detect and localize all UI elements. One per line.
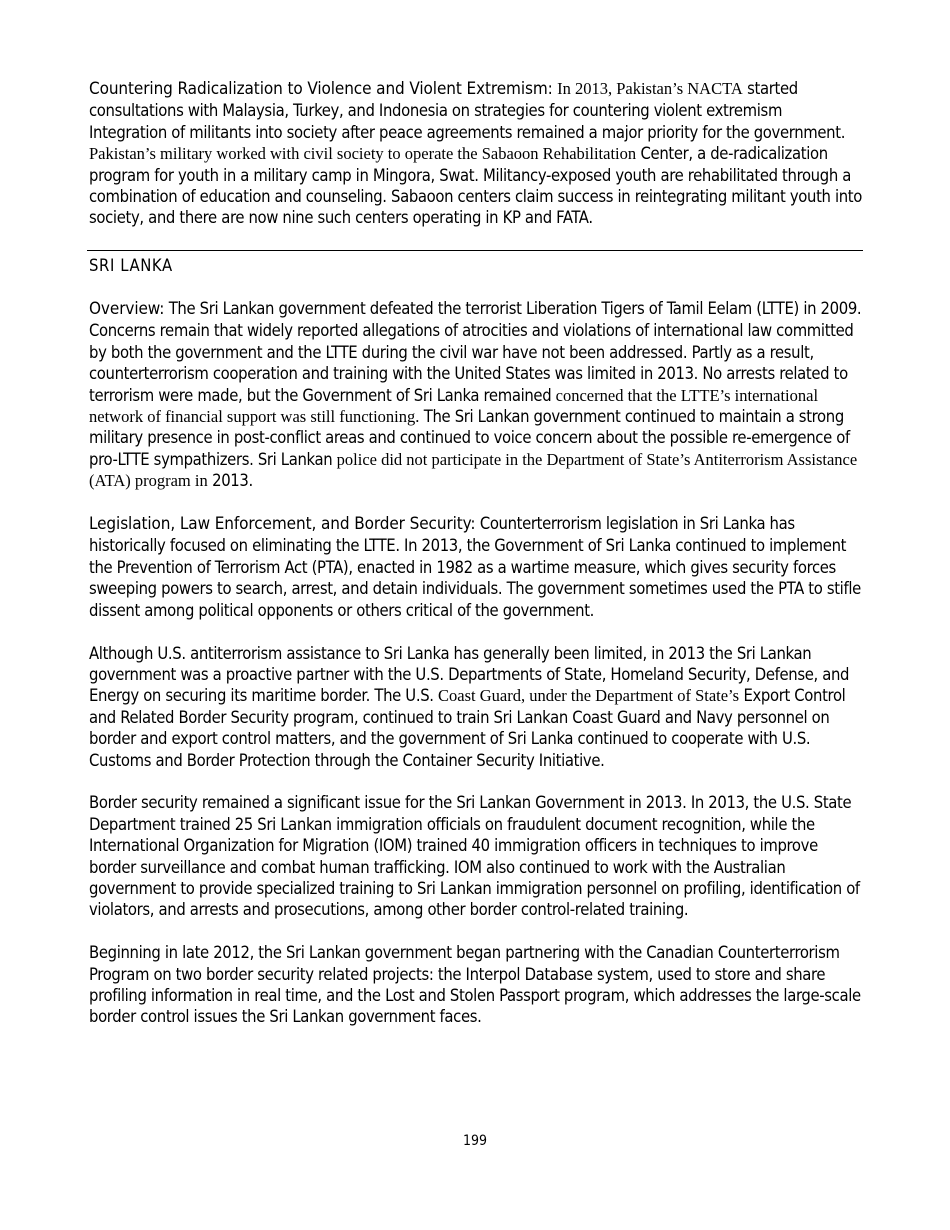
section-heading: SRI LANKA (89, 256, 173, 276)
paragraph-text: In 2013, Pakistan’s NACTA (557, 79, 743, 98)
paragraph-text: Center, a de-radicalization program for youth in a military camp in Mingora, Swat. Militancy-exposed youth are rehabilitated through a combination of education and counseling. Sabaoon centers claim success in reintegrating militant youth into society, and there are now nine such centers operating in KP and FATA. (89, 144, 862, 228)
paragraph-countering-radicalization (89, 78, 863, 229)
paragraph-text: concerned that the LTTE’s international network of financial support was still functioning. (89, 385, 819, 427)
paragraph-lead: Overview: (89, 299, 165, 320)
paragraph-text: Pakistan’s military worked with civil society to operate the Sabaoon Rehabilitation (89, 144, 637, 164)
paragraph-text: Counterterrorism legislation in Sri Lanka has historically focused on eliminating the LTTE. In 2013, the Government of Sri Lanka continued to implement the Prevention of Terrorism Act (PTA), enacted in 1982 as a wartime measure, which gives security forces sweeping powers to search, arrest, and detain individuals. The government sometimes used the PTA to stifle dissent among political opponents or others critical of the government. (89, 514, 861, 620)
paragraph-text: Export Control and Related Border Security program, continued to train Sri Lankan Coast Guard and Navy personnel on border and export control matters, and the government of Sri Lanka continued to cooperate with U.S. Customs and Border Protection through the Container Security Initiative. (89, 686, 846, 770)
document-body (89, 78, 863, 1049)
section-divider (87, 250, 863, 251)
paragraph-antiterrorism-assistance (89, 643, 863, 771)
paragraph-overview (89, 298, 863, 492)
paragraph-lead: Countering Radicalization to Violence and Violent Extremism: (89, 79, 553, 99)
page-number: 199 (462, 1133, 488, 1149)
paragraph-text: The Sri Lankan government defeated the terrorist Liberation Tigers of Tamil Eelam (LTTE) in 2009. Concerns remain that widely reported allegations of atrocities and violations of international law committed by both the government and the LTTE during the civil war have not been addressed. Partly as a result, counterterrorism cooperation and training with the United States was limited in 2013. No arrests related to terrorism were made, but the Government of Sri Lanka remained (89, 299, 862, 405)
paragraph-text: 2013. (212, 471, 253, 491)
paragraph-text: Coast Guard, under the Department of State’s (438, 686, 740, 706)
paragraph-border-security: Border security remained a significant issue for the Sri Lankan Government in 2013. In 2013, the U.S. State Department trained 25 Sri Lankan immigration officials on fraudulent document recognition, while the International Organization for Migration (IOM) trained 40 immigration officers in techniques to improve border surveillance and combat human trafficking. IOM also continued to work with the Australian government to provide specialized training to Sri Lankan immigration personnel on profiling, identification of violators, and arrests and prosecutions, among other border control-related training. (89, 793, 860, 920)
paragraph-text: Although U.S. antiterrorism assistance to Sri Lanka has generally been limited, in 2013 the Sri Lankan government was a proactive partner with the U.S. Departments of State, Homeland Security, Defense, and Energy on securing its maritime border. The U.S. (89, 643, 850, 706)
paragraph-text: The Sri Lankan government continued to maintain a strong military presence in post-conflict areas and continued to voice concern about the possible re-emergence of pro-LTTE sympathizers. Sri Lankan (89, 407, 850, 469)
paragraph-text: started consultations with Malaysia, Turkey, and Indonesia on strategies for countering violent extremism Integration of militants into society after peace agreements remained a major priority for the government. (89, 79, 846, 142)
paragraph-canadian-partnership: Beginning in late 2012, the Sri Lankan government began partnering with the Canadian Counterterrorism Program on two border security related projects: the Interpol Database system, used to store and share profiling information in real time, and the Lost and Stolen Passport program, which addresses the large-scale border control issues the Sri Lankan government faces. (89, 943, 861, 1027)
paragraph-legislation (89, 513, 863, 621)
paragraph-lead: Legislation, Law Enforcement, and Border Security: (89, 514, 476, 535)
paragraph-text: police did not participate in the Department of State’s Antiterrorism Assistance (ATA) program in (89, 449, 858, 491)
